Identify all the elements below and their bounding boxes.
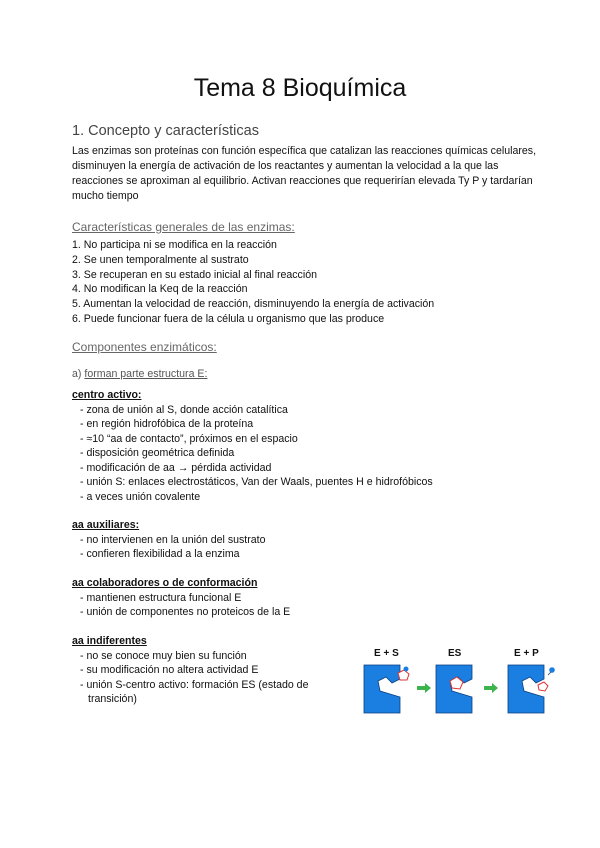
- intro-paragraph: Las enzimas son proteínas con función específica que catalizan las reacciones químicas celulares, disminuyen la energía de activación de los reactantes y aumentan la velocidad a la que las reacciones se aproximan al equilibrio. Activan reacciones que requerirían elevada Ty P y tardarían mucho tiempo: [72, 145, 537, 202]
- list-item: - a veces unión covalente: [80, 490, 201, 503]
- list-item: 2. Se unen temporalmente al sustrato: [72, 253, 249, 266]
- enzyme-shape-2: [436, 665, 472, 713]
- enzyme-shape-3: [508, 665, 555, 713]
- aa-auxiliares-block: [72, 518, 266, 562]
- caracteristicas-list: [72, 238, 434, 327]
- list-item: - modificación de aa → pérdida actividad: [80, 461, 272, 474]
- page-title: Tema 8 Bioquímica: [193, 74, 407, 102]
- centro-activo-block: [72, 388, 433, 504]
- aa-indiferentes-title: aa indiferentes: [72, 635, 147, 647]
- list-item: - confieren flexibilidad a la enzima: [80, 548, 240, 560]
- list-item: - ≈10 “aa de contacto”, próximos en el espacio: [80, 432, 298, 445]
- list-item: - mantienen estructura funcional E: [80, 591, 242, 604]
- list-item: - no se conoce muy bien su función: [80, 649, 247, 662]
- section-heading-concepto: 1. Concepto y características: [72, 123, 259, 139]
- list-item: - su modificación no altera actividad E: [80, 664, 259, 676]
- caracteristicas-heading: Características generales de las enzimas:: [72, 220, 295, 234]
- aa-colaboradores-block: [72, 576, 290, 620]
- enzyme-shape-1: [364, 665, 409, 713]
- centro-activo-title: centro activo:: [72, 389, 142, 401]
- list-item: - zona de unión al S, donde acción catalítica: [80, 403, 288, 416]
- list-item: - unión S: enlaces electrostáticos, Van der Waals, puentes H e hidrofóbicos: [80, 476, 433, 488]
- aa-indiferentes-block: [72, 634, 332, 707]
- list-item: 1. No participa ni se modifica en la reacción: [72, 239, 277, 251]
- subsection-label: forman parte estructura E:: [84, 368, 208, 380]
- aa-colaboradores-title: aa colaboradores o de conformación: [72, 577, 258, 589]
- list-item: 5. Aumentan la velocidad de reacción, disminuyendo la energía de activación: [72, 298, 435, 311]
- label-e-plus-s: E + S: [374, 648, 399, 659]
- list-item: 3. Se recuperan en su estado inicial al final reacción: [72, 268, 317, 281]
- list-item: 6. Puede funcionar fuera de la célula u organismo que las produce: [72, 312, 385, 325]
- list-item: - no intervienen en la unión del sustrato: [80, 533, 266, 546]
- list-item: - disposición geométrica definida: [80, 447, 235, 459]
- list-item: - en región hidrofóbica de la proteína: [80, 418, 254, 430]
- subsection-a: [72, 368, 207, 380]
- aa-auxiliares-title: aa auxiliares:: [72, 519, 140, 531]
- arrow-icon: [417, 683, 431, 693]
- componentes-heading: Componentes enzimáticos:: [72, 340, 217, 354]
- enzyme-substrate-diagram: [362, 645, 562, 717]
- list-item: - unión de componentes no proteicos de la E: [80, 606, 291, 618]
- subsection-prefix: a): [72, 368, 85, 380]
- list-item: - unión S-centro activo: formación ES (estado de transición): [80, 678, 309, 705]
- label-e-plus-p: E + P: [514, 648, 539, 659]
- arrow-icon: [484, 683, 498, 693]
- list-item: 4. No modifican la Keq de la reacción: [72, 283, 248, 296]
- label-es: ES: [448, 648, 462, 659]
